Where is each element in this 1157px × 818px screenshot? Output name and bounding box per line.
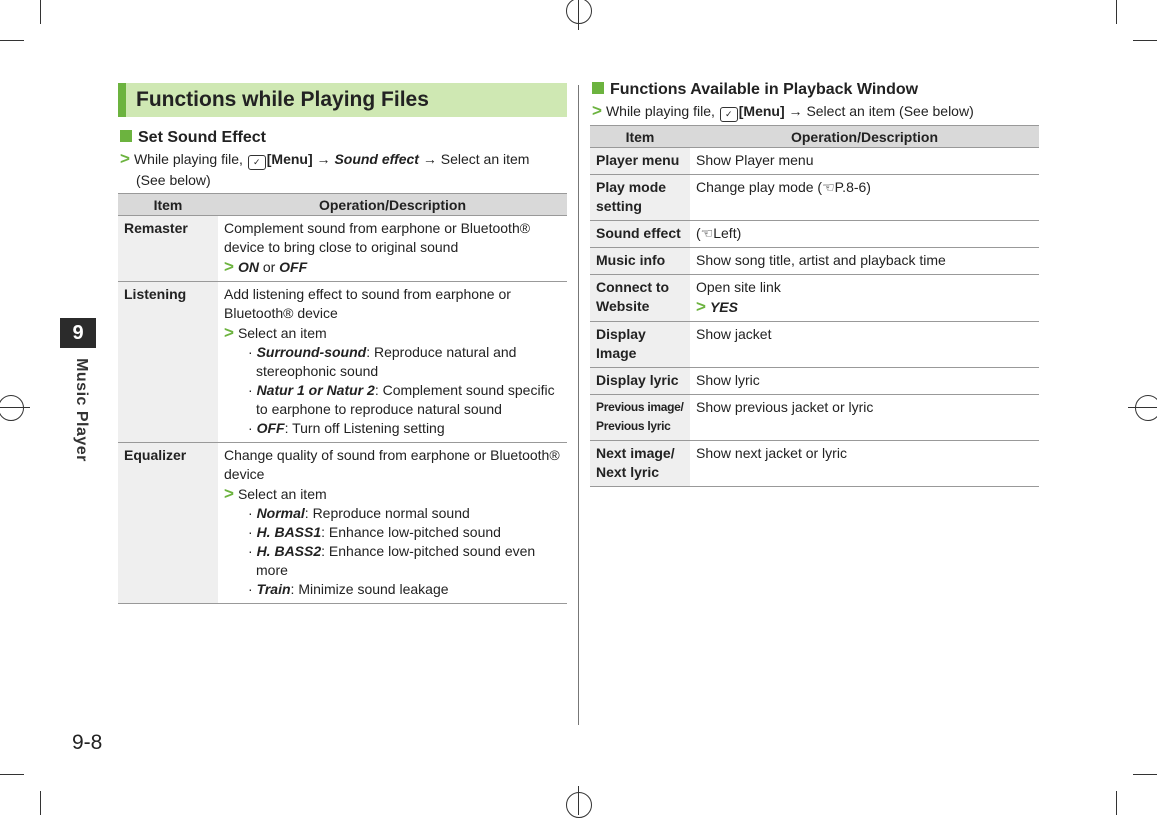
description-previous-image: Show previous jacket or lyric — [690, 395, 1039, 441]
page-number: 9-8 — [72, 731, 103, 754]
chapter-number: 9 — [60, 318, 96, 348]
item-next-image: Next image/ Next lyric — [590, 441, 690, 487]
sound-effect-table — [118, 193, 567, 604]
column-divider — [578, 85, 579, 725]
item-player-menu: Player menu — [590, 148, 690, 175]
description-sound-effect: (☜Left) — [690, 221, 1039, 248]
description-display-lyric: Show lyric — [690, 368, 1039, 395]
subsection-title-playback-window: Functions Available in Playback Window — [592, 81, 918, 99]
col-header-description: Operation/Description — [690, 126, 1039, 148]
description-display-image: Show jacket — [690, 322, 1039, 368]
table-row — [118, 282, 567, 443]
square-bullet-icon — [592, 82, 604, 94]
item-equalizer: Equalizer — [118, 443, 218, 604]
col-header-description: Operation/Description — [218, 194, 567, 216]
step-instruction-right: > While playing file, ✓ [Menu] → Select an item (See below) — [592, 101, 974, 120]
arrow-right-icon: → — [788, 103, 803, 119]
section-title: Functions while Playing Files — [118, 83, 567, 117]
menu-key-icon: ✓ — [248, 155, 266, 170]
step-arrow-icon: > — [120, 149, 130, 168]
table-row — [590, 148, 1039, 175]
table-row — [590, 275, 1039, 322]
chapter-title: Music Player — [73, 358, 90, 462]
step-arrow-icon: > — [592, 101, 602, 120]
description-remaster: Complement sound from earphone or Bluetooth® device to bring close to original sound > ON or OFF — [218, 216, 567, 282]
table-row — [590, 441, 1039, 487]
col-header-item: Item — [590, 126, 690, 148]
description-next-image: Show next jacket or lyric — [690, 441, 1039, 487]
table-row — [118, 216, 567, 282]
item-remaster: Remaster — [118, 216, 218, 282]
table-row — [590, 248, 1039, 275]
item-previous-image: Previous image/ Previous lyric — [590, 395, 690, 441]
description-equalizer: Change quality of sound from earphone or Bluetooth® device > Select an item · Normal: Reproduce normal sound · H. BASS1: Enhance low-pitched sound · H. BASS2: Enhance low-pitched sound even more · Train: Minimize sound leakage — [218, 443, 567, 604]
description-player-menu: Show Player menu — [690, 148, 1039, 175]
item-display-image: Display Image — [590, 322, 690, 368]
description-play-mode-setting: Change play mode (☜P.8-6) — [690, 175, 1039, 221]
item-connect-to-website: Connect to Website — [590, 275, 690, 322]
reference-icon: ☜ — [700, 225, 714, 241]
step-instruction: > While playing file, ✓ [Menu] → Sound effect → Select an item (See below) — [120, 149, 530, 188]
arrow-right-icon: → — [422, 151, 437, 167]
description-listening: Add listening effect to sound from earphone or Bluetooth® device > Select an item · Surround-sound: Reproduce natural and stereophonic sound · Natur 1 or Natur 2: Complement sound specific to earphone to reproduce natural sound · OFF: Turn off Listening setting — [218, 282, 567, 443]
table-row — [118, 443, 567, 604]
playback-window-table — [590, 125, 1039, 487]
description-music-info: Show song title, artist and playback time — [690, 248, 1039, 275]
item-play-mode-setting: Play mode setting — [590, 175, 690, 221]
reference-icon: ☜ — [822, 179, 835, 195]
table-row — [590, 221, 1039, 248]
table-row — [590, 175, 1039, 221]
item-sound-effect: Sound effect — [590, 221, 690, 248]
table-row — [590, 395, 1039, 441]
table-row — [590, 322, 1039, 368]
menu-key-icon: ✓ — [720, 107, 738, 122]
description-connect-to-website: Open site link > YES — [690, 275, 1039, 322]
subsection-title-sound-effect: Set Sound Effect — [120, 129, 266, 147]
item-display-lyric: Display lyric — [590, 368, 690, 395]
item-music-info: Music info — [590, 248, 690, 275]
arrow-right-icon: → — [316, 151, 331, 167]
col-header-item: Item — [118, 194, 218, 216]
table-row — [590, 368, 1039, 395]
square-bullet-icon — [120, 130, 132, 142]
item-listening: Listening — [118, 282, 218, 443]
